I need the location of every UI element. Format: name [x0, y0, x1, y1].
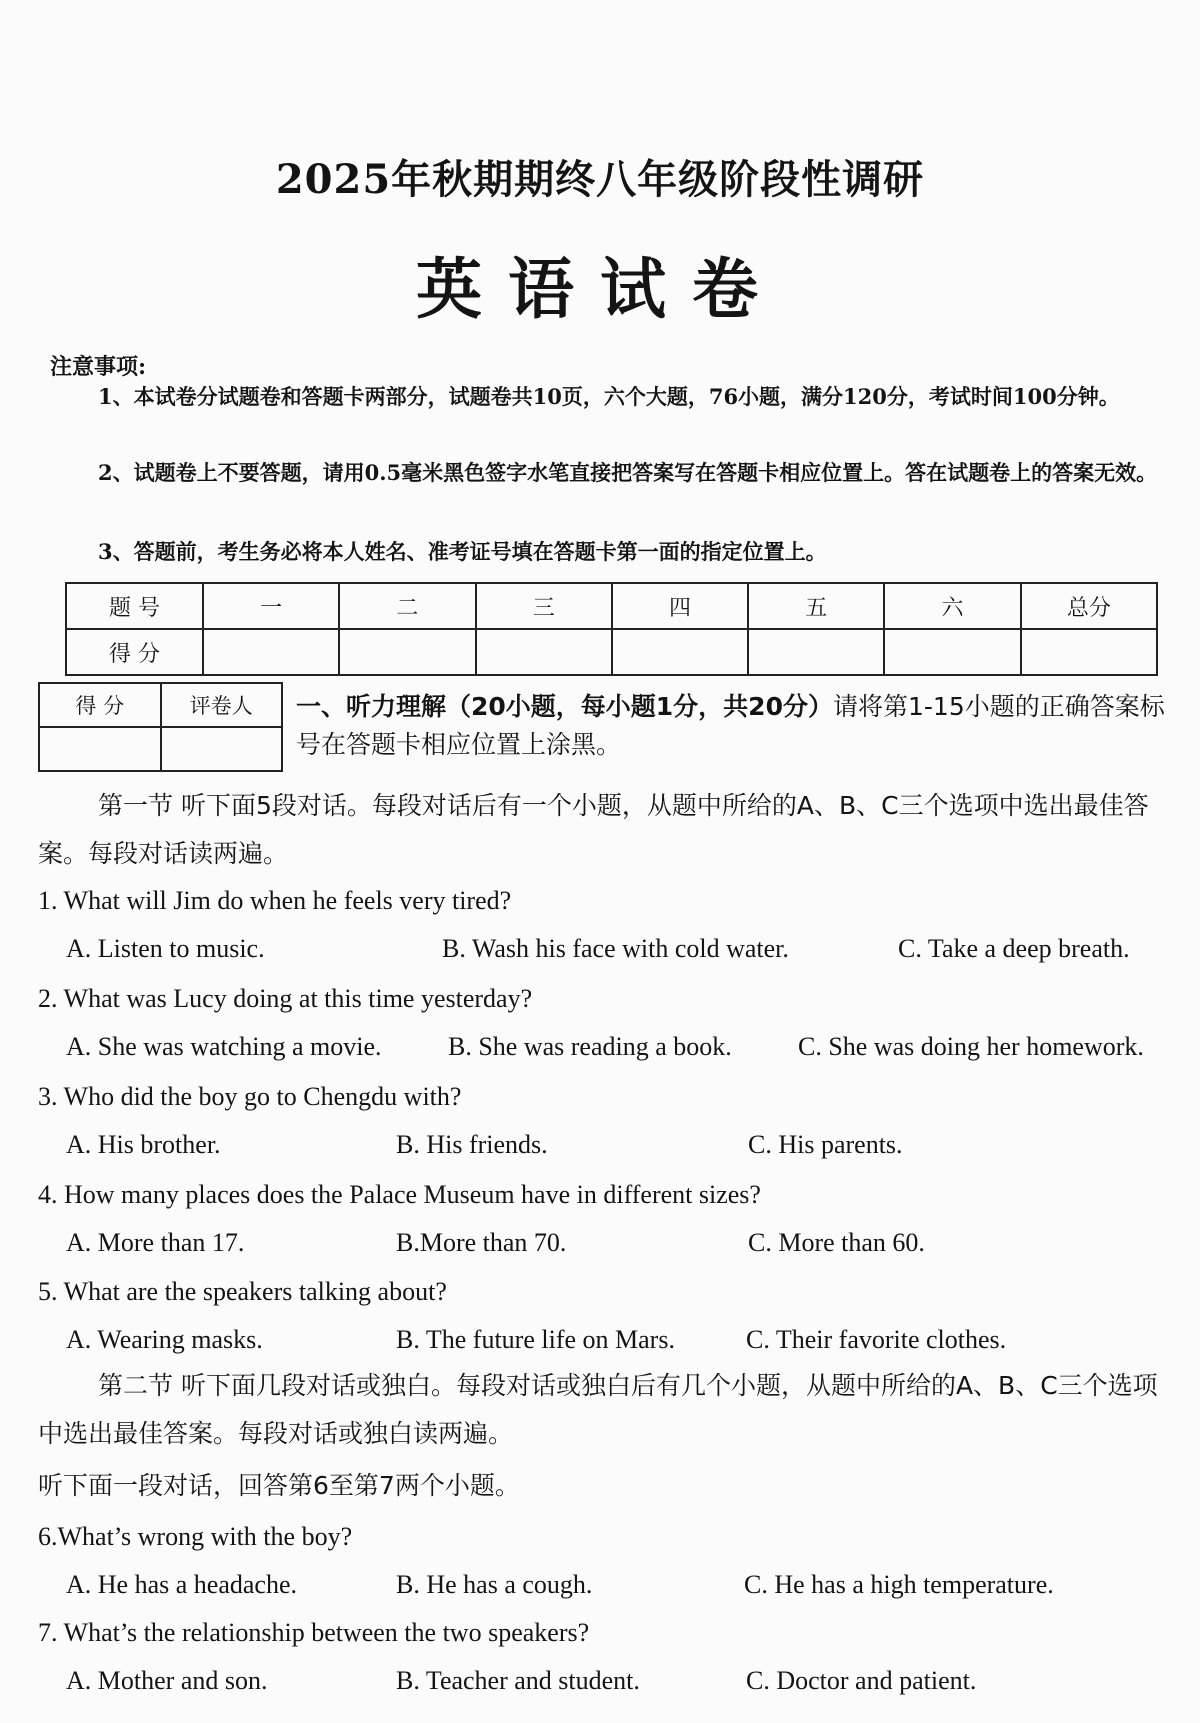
note-item-2: 2、试题卷上不要答题，请用0.5毫米黑色签字水笔直接把答案写在答题卡相应位置上。答在试题卷上的答案无效。	[98, 460, 1158, 485]
score-cell	[884, 629, 1020, 675]
option-c: C. More than 60.	[748, 1228, 925, 1257]
question-options	[66, 1325, 1186, 1361]
score-cell	[476, 629, 612, 675]
exam-subject-title: 英语试卷	[416, 250, 784, 328]
score-header-cell: 五	[748, 583, 884, 629]
option-b: B. He has a cough.	[396, 1570, 593, 1599]
option-a: A. Wearing masks.	[66, 1325, 263, 1354]
option-c: C. His parents.	[748, 1130, 903, 1159]
question-options	[66, 1570, 1186, 1606]
score-cell	[203, 629, 339, 675]
part2-sub-instructions: 听下面一段对话，回答第6至第7两个小题。	[38, 1471, 520, 1500]
score-header-total: 总分	[1021, 583, 1157, 629]
option-c: C. He has a high temperature.	[744, 1570, 1054, 1599]
option-b: B. The future life on Mars.	[396, 1325, 675, 1354]
option-a: A. He has a headache.	[66, 1570, 297, 1599]
option-c: C. Doctor and patient.	[746, 1666, 977, 1695]
grader-box	[38, 682, 283, 772]
section-instruction: 请将第1-15小题的正确答案标号在答题卡相应位置上涂黑。	[296, 692, 1165, 759]
part1-instructions: 第一节 听下面5段对话。每段对话后有一个小题，从题中所给的A、B、C三个选项中选出最佳答案。每段对话读两遍。	[38, 791, 1149, 868]
option-c: C. Take a deep breath.	[898, 934, 1130, 963]
grader-score-cell	[39, 727, 161, 771]
part2-instructions: 第二节 听下面几段对话或独白。每段对话或独白后有几个小题，从题中所给的A、B、C三个选项中选出最佳答案。每段对话或独白读两遍。	[38, 1371, 1158, 1448]
note-item-1: 1、本试卷分试题卷和答题卡两部分，试题卷共10页，六个大题，76小题，满分120分，考试时间100分钟。	[98, 384, 1120, 409]
score-cell	[748, 629, 884, 675]
section-heading	[296, 688, 1176, 764]
option-b: B. Teacher and student.	[396, 1666, 640, 1695]
grader-score-label: 得 分	[39, 683, 161, 727]
question-stem: 1. What will Jim do when he feels very tired?	[38, 886, 512, 915]
question-options	[66, 934, 1186, 970]
option-b: B. His friends.	[396, 1130, 548, 1159]
section-title: 一、听力理解（20小题，每小题1分，共20分）	[296, 692, 833, 721]
question-stem: 5. What are the speakers talking about?	[38, 1277, 447, 1306]
question-options	[66, 1130, 1186, 1166]
score-table-header-row	[66, 583, 1157, 629]
note-item-3: 3、答题前，考生务必将本人姓名、准考证号填在答题卡第一面的指定位置上。	[98, 539, 827, 564]
question-options	[66, 1666, 1186, 1702]
option-a: A. She was watching a movie.	[66, 1032, 382, 1061]
question-stem: 4. How many places does the Palace Museum have in different sizes?	[38, 1180, 761, 1209]
question-stem: 7. What’s the relationship between the two speakers?	[38, 1618, 590, 1647]
option-b: B.More than 70.	[396, 1228, 567, 1257]
score-cell	[612, 629, 748, 675]
score-header-cell: 六	[884, 583, 1020, 629]
grader-name-label: 评卷人	[161, 683, 283, 727]
score-row-label: 得 分	[66, 629, 203, 675]
score-cell	[1021, 629, 1157, 675]
option-b: B. She was reading a book.	[448, 1032, 732, 1061]
score-header-label: 题 号	[66, 583, 203, 629]
option-b: B. Wash his face with cold water.	[442, 934, 789, 963]
score-header-cell: 四	[612, 583, 748, 629]
option-a: A. Listen to music.	[66, 934, 265, 963]
question-stem: 2. What was Lucy doing at this time yesterday?	[38, 984, 533, 1013]
score-table-score-row	[66, 629, 1157, 675]
score-cell	[339, 629, 475, 675]
exam-title: 2025年秋期期终八年级阶段性调研	[275, 156, 925, 203]
question-stem: 6.What’s wrong with the boy?	[38, 1522, 353, 1551]
option-a: A. His brother.	[66, 1130, 221, 1159]
score-header-cell: 二	[339, 583, 475, 629]
question-options	[66, 1032, 1186, 1068]
question-options	[66, 1228, 1186, 1264]
grader-name-cell	[161, 727, 283, 771]
option-c: C. She was doing her homework.	[798, 1032, 1144, 1061]
notes-heading: 注意事项:	[50, 354, 147, 380]
score-header-cell: 一	[203, 583, 339, 629]
score-table	[65, 582, 1158, 676]
option-c: C. Their favorite clothes.	[746, 1325, 1007, 1354]
score-header-cell: 三	[476, 583, 612, 629]
option-a: A. Mother and son.	[66, 1666, 268, 1695]
option-a: A. More than 17.	[66, 1228, 245, 1257]
question-stem: 3. Who did the boy go to Chengdu with?	[38, 1082, 462, 1111]
